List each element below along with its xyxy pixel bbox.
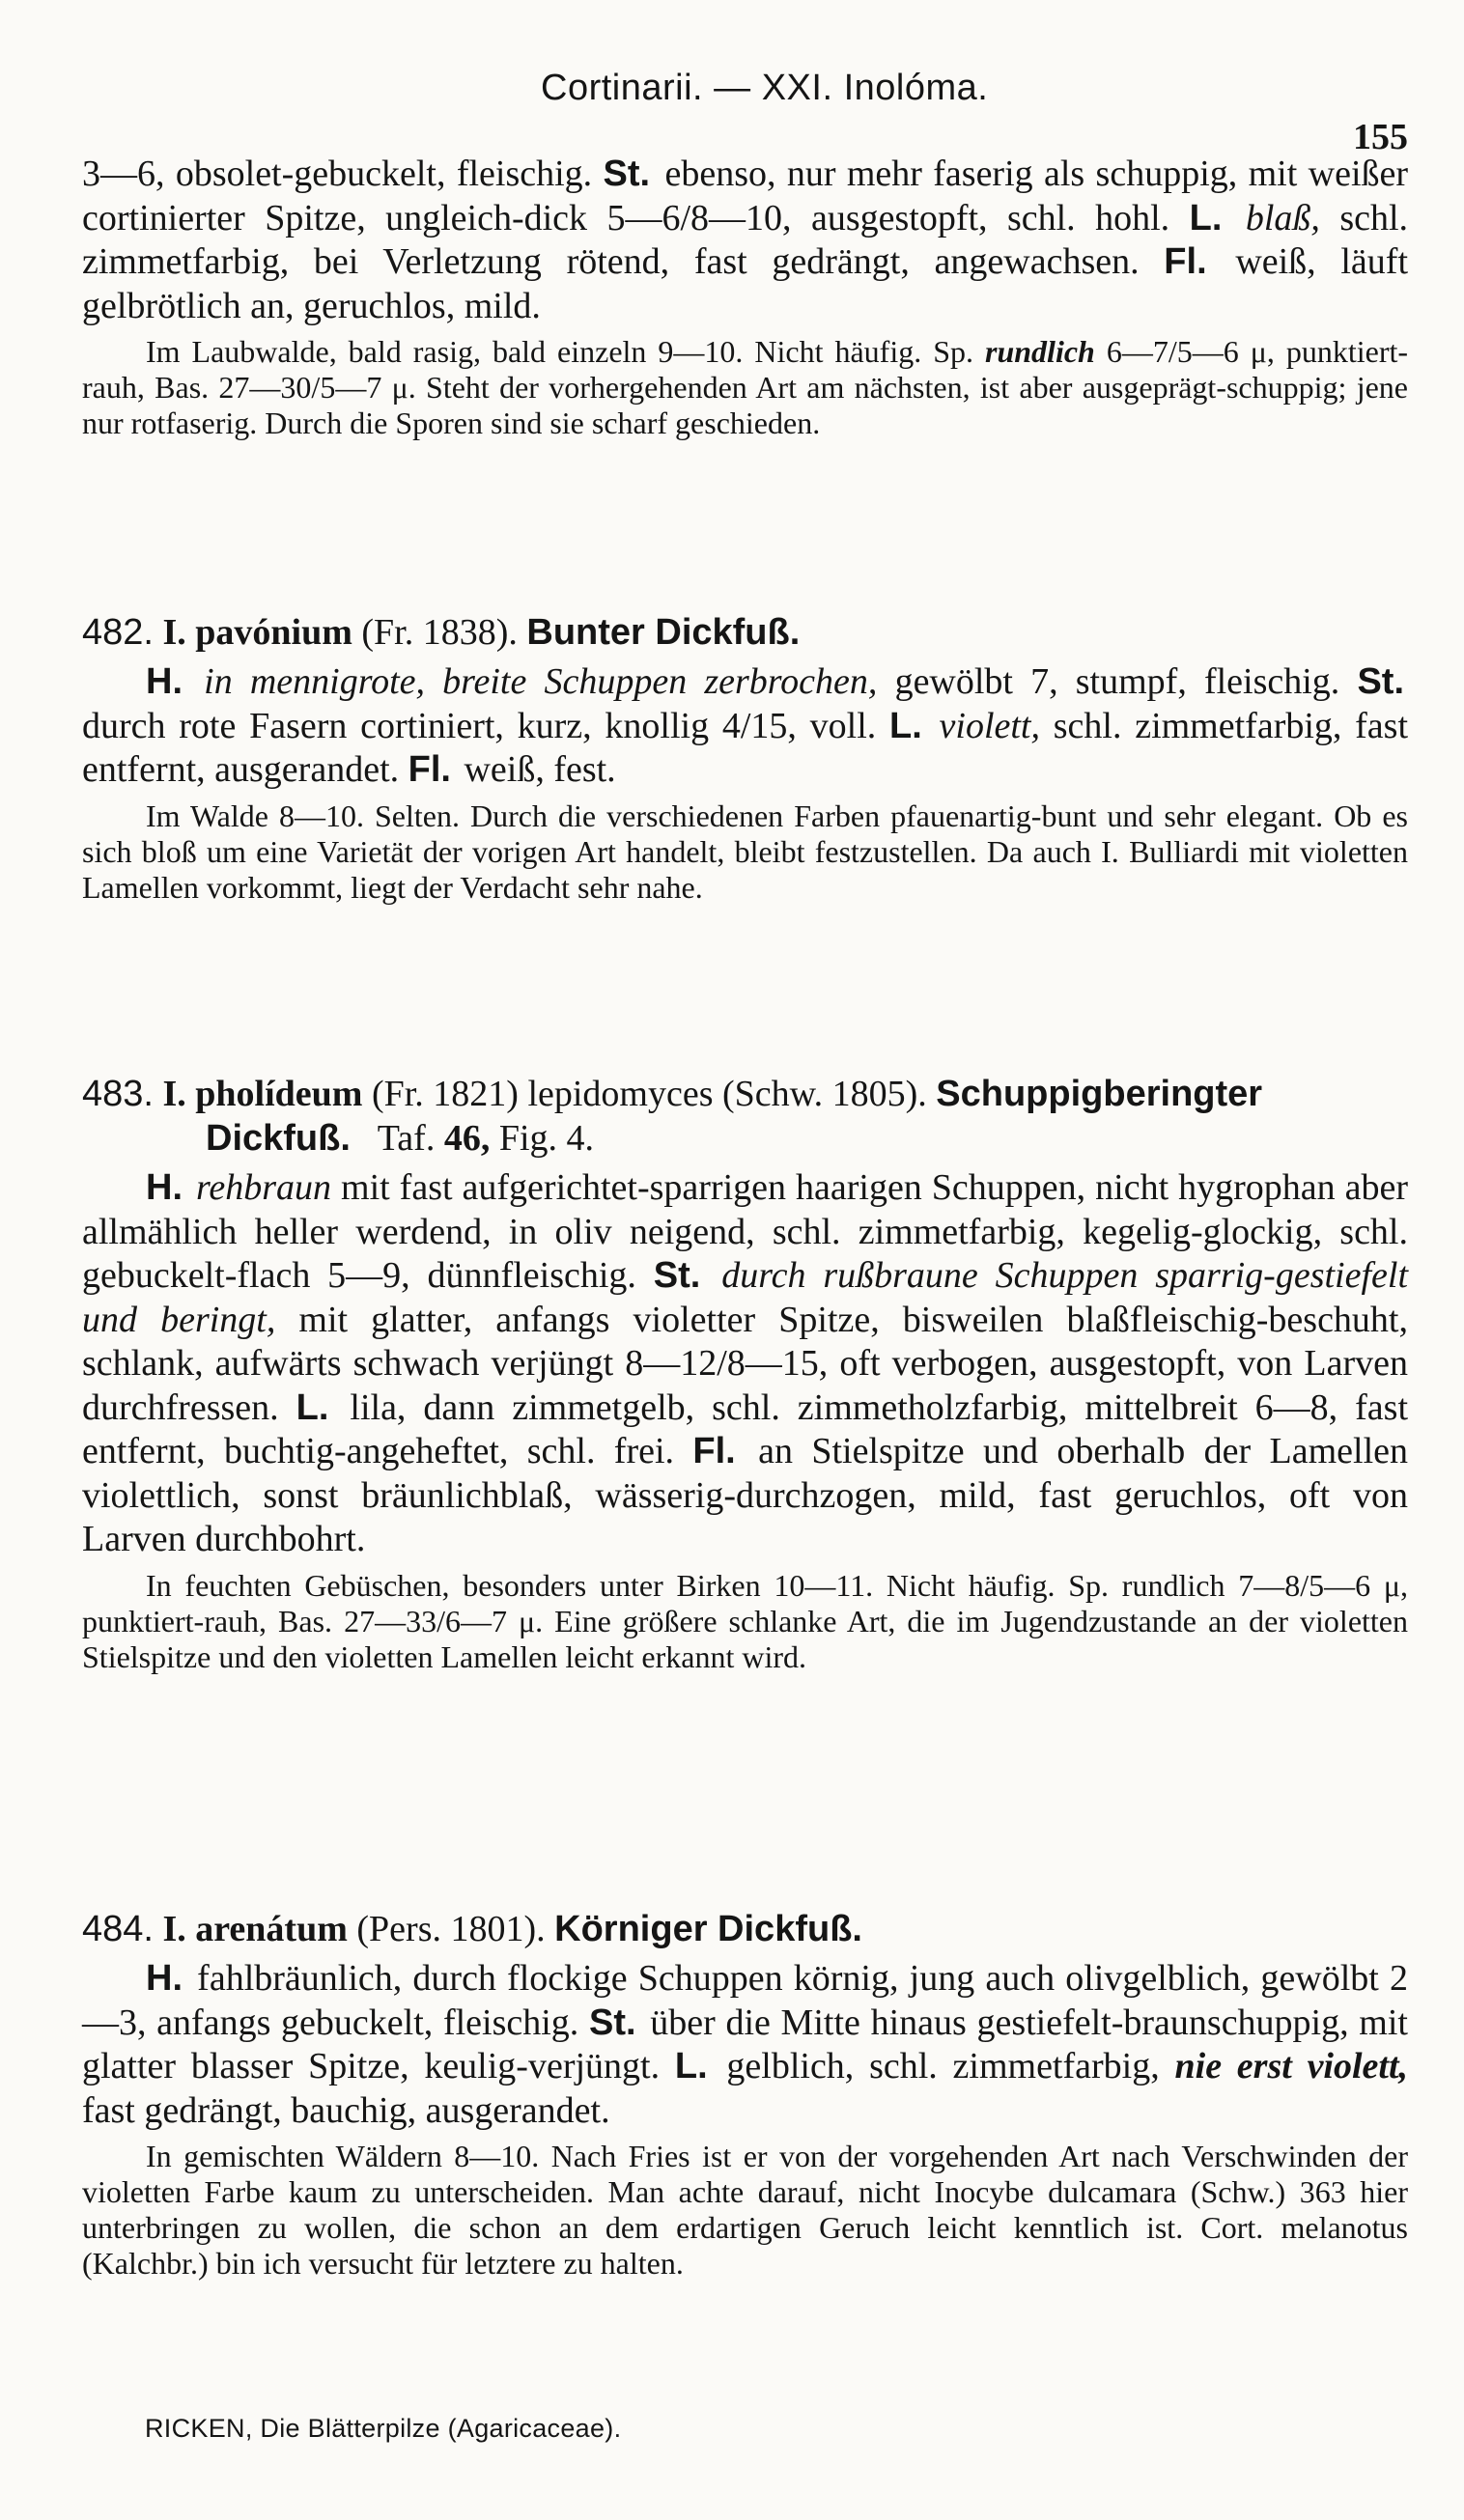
- lamellae-label: L.: [674, 2046, 708, 2086]
- stem-label: St.: [603, 154, 651, 194]
- stem-label: St.: [1357, 661, 1404, 702]
- cap-label: H.: [146, 1167, 183, 1208]
- entry-number: 484.: [82, 1909, 154, 1949]
- entry-heading: 483. I. pholídeum (Fr. 1821) lepidomyces (Schw. 1805). Schuppigberingter Dickfuß. Taf. 46, Fig. 4.: [82, 1074, 1263, 1159]
- signature-line: RICKEN, Die Blätterpilze (Agaricaceae).: [145, 2414, 622, 2443]
- stem-label: St.: [588, 2002, 636, 2043]
- continuation-description: 3—6, obsolet-gebuckelt, fleischig. St. ebenso, nur mehr faserig als schuppig, mit weißer cortinierter Spitze, ungleich-dick 5—6/8—10, ausgestopft, schl. hohl. L. blaß, schl. zimmetfarbig, bei Verletzung rötend, fast gedrängt, angewachsen. Fl. weiß, läuft gelbrötlich an, geruchlos, mild.: [82, 154, 1409, 326]
- entry-note: Im Walde 8—10. Selten. Durch die verschiedenen Farben pfauenartig-bunt und sehr elegant. Ob es sich bloß um eine Varietät der vorigen Art handelt, bleibt festzustellen. Da auch I. Bulliardi mit violetten Lamellen vorkommt, liegt der Verdacht sehr nahe.: [82, 798, 1408, 905]
- author-citation: (Fr. 1838).: [361, 612, 518, 653]
- entry-heading: [82, 1907, 1408, 1951]
- cap-label: H.: [146, 1958, 183, 1999]
- entry-484: [82, 1907, 1408, 2282]
- common-name-continued: Dickfuß.: [206, 1118, 351, 1159]
- running-header: [0, 68, 1464, 157]
- continuation-note: Im Laubwalde, bald rasig, bald einzeln 9—10. Nicht häufig. Sp. rundlich 6—7/5—6 μ, punktiert-rauh, Bas. 27—30/5—7 μ. Steht der vorhergehenden Art am nächsten, ist aber ausgeprägt-schuppig; jene nur rotfaserig. Durch die Sporen sind sie scharf geschieden.: [82, 334, 1409, 440]
- scientific-name: I. pavónium: [162, 612, 352, 653]
- lamellae-label: L.: [889, 705, 922, 746]
- author-citation: (Fr. 1821) lepidomyces (Schw. 1805).: [371, 1074, 927, 1114]
- entry-482: [82, 610, 1408, 906]
- common-name: Körniger Dickfuß.: [554, 1909, 862, 1949]
- entry-description: H. rehbraun mit fast aufgerichtet-sparrigen haarigen Schuppen, nicht hygrophan aber allmählich heller werdend, in oliv neigend, schl. zimmetfarbig, kegelig-glockig, schl. gebuckelt-flach 5—9, dünnfleischig. St. durch rußbraune Schuppen sparrig-gestiefelt und beringt, mit glatter, anfangs violetter Spitze, bisweilen blaßfleischig-beschuht, schlank, aufwärts schwach verjüngt 8—12/8—15, oft verbogen, ausgestopft, von Larven durchfressen. L. lila, dann zimmetgelb, schl. zimmetholzfarbig, mittelbreit 6—8, fast entfernt, buchtig-angeheftet, schl. frei. Fl. an Stielspitze und oberhalb der Lamellen violettlich, sonst bräunlichblaß, wässerig-durchzogen, mild, fast geruchlos, oft von Larven durchbohrt.: [82, 1167, 1409, 1559]
- entry-description: H. in mennigrote, breite Schuppen zerbrochen, gewölbt 7, stumpf, fleischig. St. durch rote Fasern cortiniert, kurz, knollig 4/15, voll. L. violett, schl. zimmetfarbig, fast entfernt, ausgerandet. Fl. weiß, fest.: [82, 661, 1409, 790]
- entry-continuation: [82, 153, 1408, 441]
- plate-reference: Taf.: [377, 1118, 436, 1159]
- entry-heading: [82, 610, 1408, 655]
- author-citation: (Pers. 1801).: [356, 1909, 546, 1949]
- entry-number: 482.: [82, 612, 154, 653]
- entry-note: In feuchten Gebüschen, besonders unter Birken 10—11. Nicht häufig. Sp. rundlich 7—8/5—6 μ, punktiert-rauh, Bas. 27—33/6—7 μ. Eine größere schlanke Art, die im Jugendzustande an der violetten Stielspitze und den violetten Lamellen leicht erkannt wird.: [82, 1567, 1408, 1674]
- entry-number: 483.: [82, 1074, 154, 1114]
- running-title: Cortinarii. — XXI. Inolóma.: [541, 68, 989, 108]
- scientific-name: I. pholídeum: [162, 1074, 363, 1114]
- entry-483: [82, 1072, 1408, 1675]
- lamellae-label: L.: [1189, 197, 1223, 238]
- scientific-name: I. arenátum: [162, 1909, 348, 1949]
- page-number: 155: [1353, 117, 1408, 157]
- common-name: Bunter Dickfuß.: [526, 612, 801, 653]
- lamellae-label: L.: [296, 1386, 329, 1428]
- cap-label: H.: [146, 661, 183, 702]
- flesh-label: Fl.: [1164, 241, 1207, 282]
- common-name: Schuppigberingter: [936, 1074, 1263, 1114]
- flesh-label: Fl.: [408, 749, 451, 790]
- stem-label: St.: [653, 1255, 701, 1296]
- entry-description: H. fahlbräunlich, durch flockige Schuppen körnig, jung auch olivgelblich, gewölbt 2—3, anfangs gebuckelt, fleischig. St. über die Mitte hinaus gestiefelt-braunschuppig, mit glatter blasser Spitze, keulig-verjüngt. L. gelblich, schl. zimmetfarbig, nie erst violett, fast gedrängt, bauchig, ausgerandet.: [82, 1958, 1409, 2131]
- entry-note: In gemischten Wäldern 8—10. Nach Fries ist er von der vorgehenden Art nach Verschwinden der violetten Farbe kaum zu unterscheiden. Man achte darauf, nicht Inocybe dulcamara (Schw.) 363 hier unterbringen zu wollen, die schon an dem erdartigen Geruch leicht kenntlich ist. Cort. melanotus (Kalchbr.) bin ich versucht für letztere zu halten.: [82, 2139, 1408, 2281]
- flesh-label: Fl.: [692, 1431, 736, 1471]
